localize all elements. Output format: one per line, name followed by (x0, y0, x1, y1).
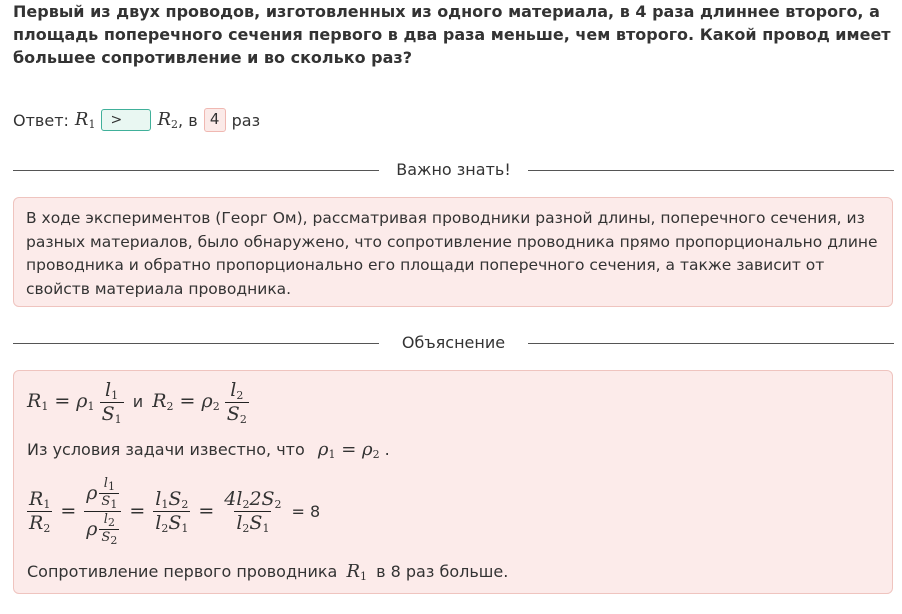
comparison-select[interactable]: > (101, 109, 151, 131)
r2-symbol: $R_2$ (157, 109, 179, 131)
important-panel (13, 197, 893, 307)
and-word: и (132, 392, 144, 411)
formula-resistance: $R_1 = \rho_1$ $\frac{l_1}{S_1}$ и $R_2 = \rho_2$ $\frac{l_2}{S_2}$ (27, 379, 247, 426)
important-title: Важно знать! (396, 160, 511, 179)
ratio-input[interactable]: 4 (204, 108, 226, 132)
question-text: Первый из двух проводов, изготовленных из одного материала, в 4 раза длиннее второго, а площадь поперечного сечения первого в два раза меньше, чем второго. Какой провод имеет большее сопротивление и во сколько раз? (13, 2, 891, 67)
important-text: В ходе экспериментов (Георг Ом), рассматривая проводники разной длины, поперечного сечения, из разных материалов, было обнаружено, что сопротивление проводника прямо пропорционально длине проводника и обратно пропорционально его площади поперечного сечения, а также зависит от свойств материала проводника. (26, 209, 878, 298)
answer-label: Ответ: (13, 110, 69, 130)
divider-line-left (13, 170, 379, 171)
explanation-panel (13, 370, 893, 594)
ratio-result: = 8 (291, 501, 321, 521)
conclusion-row: Сопротивление первого проводника $R_1$ в 8 раз больше. (27, 561, 509, 583)
explanation-title: Объяснение (401, 333, 506, 352)
conclusion-suffix: в 8 раз больше. (376, 562, 509, 581)
condition-row: Из условия задачи известно, что $\rho_1 = \rho_2$ . (27, 439, 390, 461)
answer-mid-text: , в (178, 110, 198, 130)
answer-row (13, 106, 260, 134)
explanation-divider (13, 333, 894, 353)
divider-line-right (528, 170, 894, 171)
divider-line-left (13, 343, 379, 344)
important-divider (13, 160, 894, 180)
r1-symbol: $R_1$ (74, 109, 96, 131)
answer-suffix: раз (231, 110, 261, 130)
condition-text: Из условия задачи известно, что (27, 440, 305, 459)
formula-ratio: $\frac{R_1}{R_2}$ = ρ $\frac{l_1}{S_1}$ ρ $\frac{l_2}{S_2}$ = $\frac{l_1S_2}{l_2S_1}$ = $\frac{4l_22S_2}{l_2S_1}$ = 8 (29, 475, 321, 547)
conclusion-prefix: Сопротивление первого проводника (27, 562, 338, 581)
divider-line-right (528, 343, 894, 344)
